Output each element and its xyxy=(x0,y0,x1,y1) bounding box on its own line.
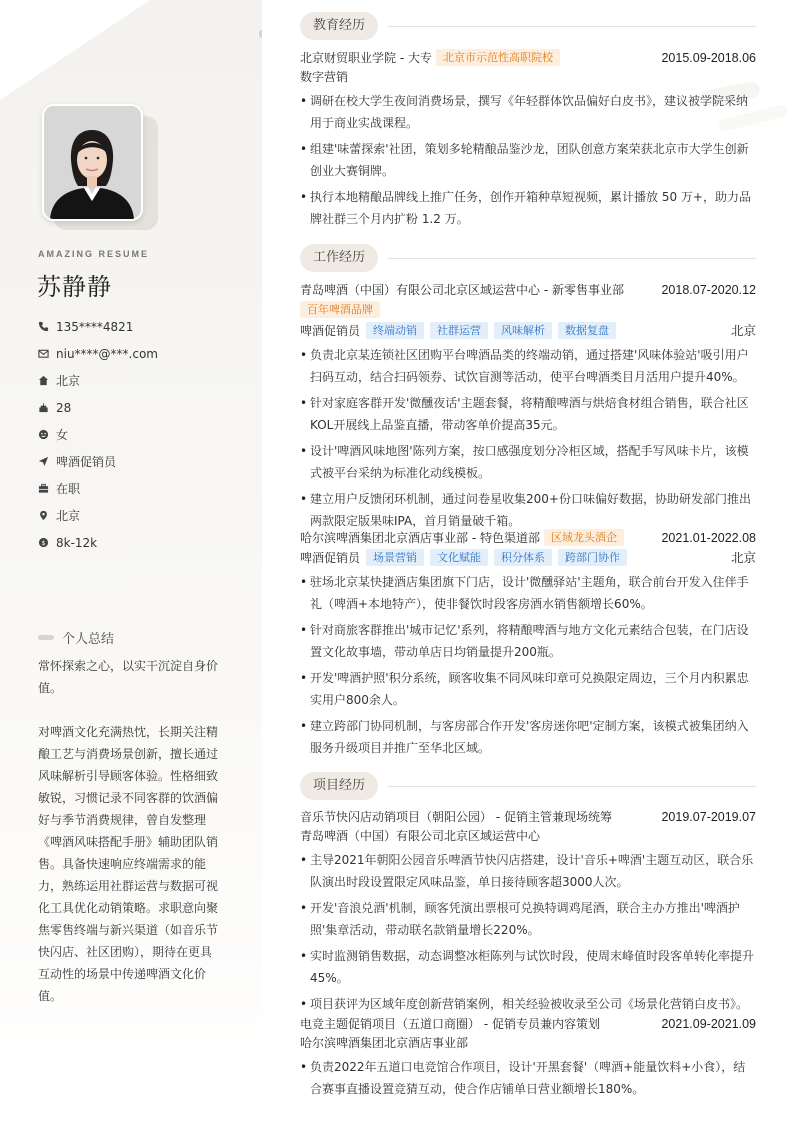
list-item: • 调研在校大学生夜间消费场景，撰写《年轻群体饮品偏好白皮书》，建议被学院采纳用于商业实战课程。 xyxy=(300,90,756,134)
major: 数字营销 xyxy=(300,70,349,84)
status-text: 在职 xyxy=(56,482,81,496)
info-phone xyxy=(38,313,158,340)
position-text: 啤酒促销员 xyxy=(56,455,117,469)
info-email xyxy=(38,340,158,367)
svg-text:$: $ xyxy=(41,538,46,547)
gender-icon xyxy=(38,429,49,440)
list-item: • 主导2021年朝阳公园音乐啤酒节快闪店搭建，设计'音乐+啤酒'主题互动区，联合乐队演出时段设置限定风味品鉴，单日接待顾客超3000人次。 xyxy=(300,849,756,893)
summary-title: 个人总结 xyxy=(62,632,115,647)
list-item: • 项目获评为区域年度创新营销案例，相关经验被收录至公司《场景化营销白皮书》。 xyxy=(300,993,756,1015)
info-location xyxy=(38,502,158,529)
summary-heading xyxy=(38,628,114,647)
phone-text: 135****4821 xyxy=(56,319,134,334)
info-position xyxy=(38,448,158,475)
project-date: 2019.07-2019.07 xyxy=(661,809,756,824)
project-entry xyxy=(300,807,756,1015)
briefcase-icon xyxy=(38,483,49,494)
skill-tag: 场景营销 xyxy=(366,549,424,566)
section-title: 项目经历 xyxy=(300,772,378,800)
job-date: 2021.01-2022.08 xyxy=(661,530,756,545)
list-item: • 执行本地精酿品牌线上推广任务，创作开箱种草短视频，累计播放 50 万+，助力品牌社群三个月内扩粉 1.2 万。 xyxy=(300,186,756,230)
age-text: 28 xyxy=(56,400,72,415)
list-item: • 开发'音浪兑酒'机制，顾客凭演出票根可兑换特调鸡尾酒，联合主办方推出'啤酒护照'集章活动，带动联名款销量增长220%。 xyxy=(300,897,756,941)
corner-decoration xyxy=(0,0,150,100)
skill-tag: 终端动销 xyxy=(366,322,424,339)
job-city: 北京 xyxy=(730,551,756,565)
list-item: • 组建'味蕾探索'社团，策划多轮精酿品鉴沙龙，团队创意方案荣获北京市大学生创新创业大赛铜牌。 xyxy=(300,138,756,182)
education-section-header xyxy=(300,11,756,41)
project-date: 2021.09-2021.09 xyxy=(661,1016,756,1031)
work-entry xyxy=(300,280,756,532)
company-name: 青岛啤酒（中国）有限公司北京区域运营中心 - 新零售事业部 xyxy=(300,283,624,297)
project-name: 音乐节快闪店动销项目（朝阳公园） - 促销主管兼现场统筹 xyxy=(300,810,612,824)
project-entry xyxy=(300,1014,756,1100)
project-name: 电竞主题促销项目（五道口商圈） - 促销专员兼内容策划 xyxy=(300,1017,600,1031)
list-item: • 实时监测销售数据，动态调整冰柜陈列与试饮时段，使周末峰值时段客单转化率提升45%。 xyxy=(300,945,756,989)
education-entry xyxy=(300,48,756,230)
summary-paragraph: 对啤酒文化充满热忱，长期关注精酿工艺与消费场景创新，擅长通过风味解析引导顾客体验。性格细致敏锐，习惯记录不同客群的饮酒偏好与季节消费规律，曾自发整理《啤酒风味搭配手册》辅助团队销售。具备快速响应终端需求的能力，熟练运用社群运营与数据可视化工具优化动销策略。求职意向聚焦零售终端与新兴渠道（如音乐节快闪店、社区团购），期待在更具互动性的场景中传递啤酒文化价值。 xyxy=(38,725,219,1003)
skill-tag: 风味解析 xyxy=(494,322,552,339)
profile-photo xyxy=(42,104,143,221)
info-gender xyxy=(38,421,158,448)
person-portrait-icon xyxy=(44,106,141,219)
info-home xyxy=(38,367,158,394)
summary-text xyxy=(38,655,220,1007)
contact-info xyxy=(38,313,158,556)
job-role: 啤酒促销员 xyxy=(300,323,361,338)
cake-icon xyxy=(38,402,49,413)
home-icon xyxy=(38,375,49,386)
skill-tag: 文化赋能 xyxy=(430,549,488,566)
job-city: 北京 xyxy=(730,324,756,338)
phone-icon xyxy=(38,321,49,332)
list-item: • 建立用户反馈闭环机制，通过问卷星收集200+份口味偏好数据，协助研发部门推出两款限定版果味IPA，首月销量破千箱。 xyxy=(300,488,756,532)
school-name: 北京财贸职业学院 - 大专 xyxy=(300,51,432,65)
skill-tag: 跨部门协作 xyxy=(558,549,627,566)
edge-decoration xyxy=(259,30,262,38)
info-status xyxy=(38,475,158,502)
summary-bar-decoration xyxy=(38,635,54,640)
section-divider xyxy=(388,26,756,27)
info-salary xyxy=(38,529,158,556)
send-icon xyxy=(38,456,49,467)
section-title: 工作经历 xyxy=(300,244,378,272)
info-age xyxy=(38,394,158,421)
list-item: • 针对家庭客群开发'微醺夜话'主题套餐，将精酿啤酒与烘焙食材组合销售，联合社区KOL开展线上品鉴直播，带动客单价提高35元。 xyxy=(300,392,756,436)
list-item: • 针对商旅客群推出'城市记忆'系列，将精酿啤酒与地方文化元素结合包装，在门店设置文化故事墙，带动单店日均销量提升200瓶。 xyxy=(300,619,756,663)
skill-tag: 社群运营 xyxy=(430,322,488,339)
list-item: • 驻场北京某快捷酒店集团旗下门店，设计'微醺驿站'主题角，联合前台开发入住伴手礼（啤酒+本地特产），使非餐饮时段客房酒水销售额增长60%。 xyxy=(300,571,756,615)
company-badge: 百年啤酒品牌 xyxy=(300,301,380,318)
location-pin-icon xyxy=(38,510,49,521)
project-org: 青岛啤酒（中国）有限公司北京区域运营中心 xyxy=(300,829,541,843)
salary-icon xyxy=(38,537,49,548)
summary-paragraph: 常怀探索之心，以实干沉淀自身价值。 xyxy=(38,659,219,695)
school-badge: 北京市示范性高职院校 xyxy=(436,49,560,66)
job-date: 2018.07-2020.12 xyxy=(661,282,756,297)
email-text: niu****@***.com xyxy=(56,346,158,361)
skill-tag: 数据复盘 xyxy=(558,322,616,339)
salary-text: 8k-12k xyxy=(56,535,98,550)
job-role: 啤酒促销员 xyxy=(300,550,361,565)
sidebar xyxy=(0,0,262,1123)
resume-tagline: AMAZING RESUME xyxy=(38,249,149,259)
avatar xyxy=(42,104,158,230)
home-text: 北京 xyxy=(56,374,81,388)
skill-tag: 积分体系 xyxy=(494,549,552,566)
mail-icon xyxy=(38,348,49,359)
work-entry xyxy=(300,528,756,759)
list-item: • 建立跨部门协同机制，与客房部合作开发'客房迷你吧'定制方案，该模式被集团纳入服务升级项目并推广至华北区域。 xyxy=(300,715,756,759)
candidate-name: 苏静静 xyxy=(37,273,112,301)
company-name: 哈尔滨啤酒集团北京酒店事业部 - 特色渠道部 xyxy=(300,531,540,545)
company-badge: 区域龙头酒企 xyxy=(544,529,624,546)
section-divider xyxy=(388,258,756,259)
list-item: • 开发'啤酒护照'积分系统，顾客收集不同风味印章可兑换限定周边，三个月内积累忠实用户800余人。 xyxy=(300,667,756,711)
section-title: 教育经历 xyxy=(300,12,378,40)
list-item: • 设计'啤酒风味地图'陈列方案，按口感强度划分冷柜区域，搭配手写风味卡片，该模式被平台采纳为标准化动线模板。 xyxy=(300,440,756,484)
project-org: 哈尔滨啤酒集团北京酒店事业部 xyxy=(300,1036,469,1050)
location-text: 北京 xyxy=(56,509,81,523)
list-item: • 负责北京某连锁社区团购平台啤酒品类的终端动销，通过搭建'风味体验站'吸引用户扫码互动，结合扫码领券、试饮盲测等活动，使平台啤酒类目月活用户提升40%。 xyxy=(300,344,756,388)
education-date: 2015.09-2018.06 xyxy=(661,50,756,65)
work-section-header xyxy=(300,243,756,273)
section-divider xyxy=(388,786,756,787)
list-item: • 负责2022年五道口电竞馆合作项目，设计'开黑套餐'（啤酒+能量饮料+小食），结合赛事直播设置竞猜互动，使合作店铺单日营业额增长180%。 xyxy=(300,1056,756,1100)
gender-text: 女 xyxy=(56,428,69,442)
project-section-header xyxy=(300,771,756,801)
